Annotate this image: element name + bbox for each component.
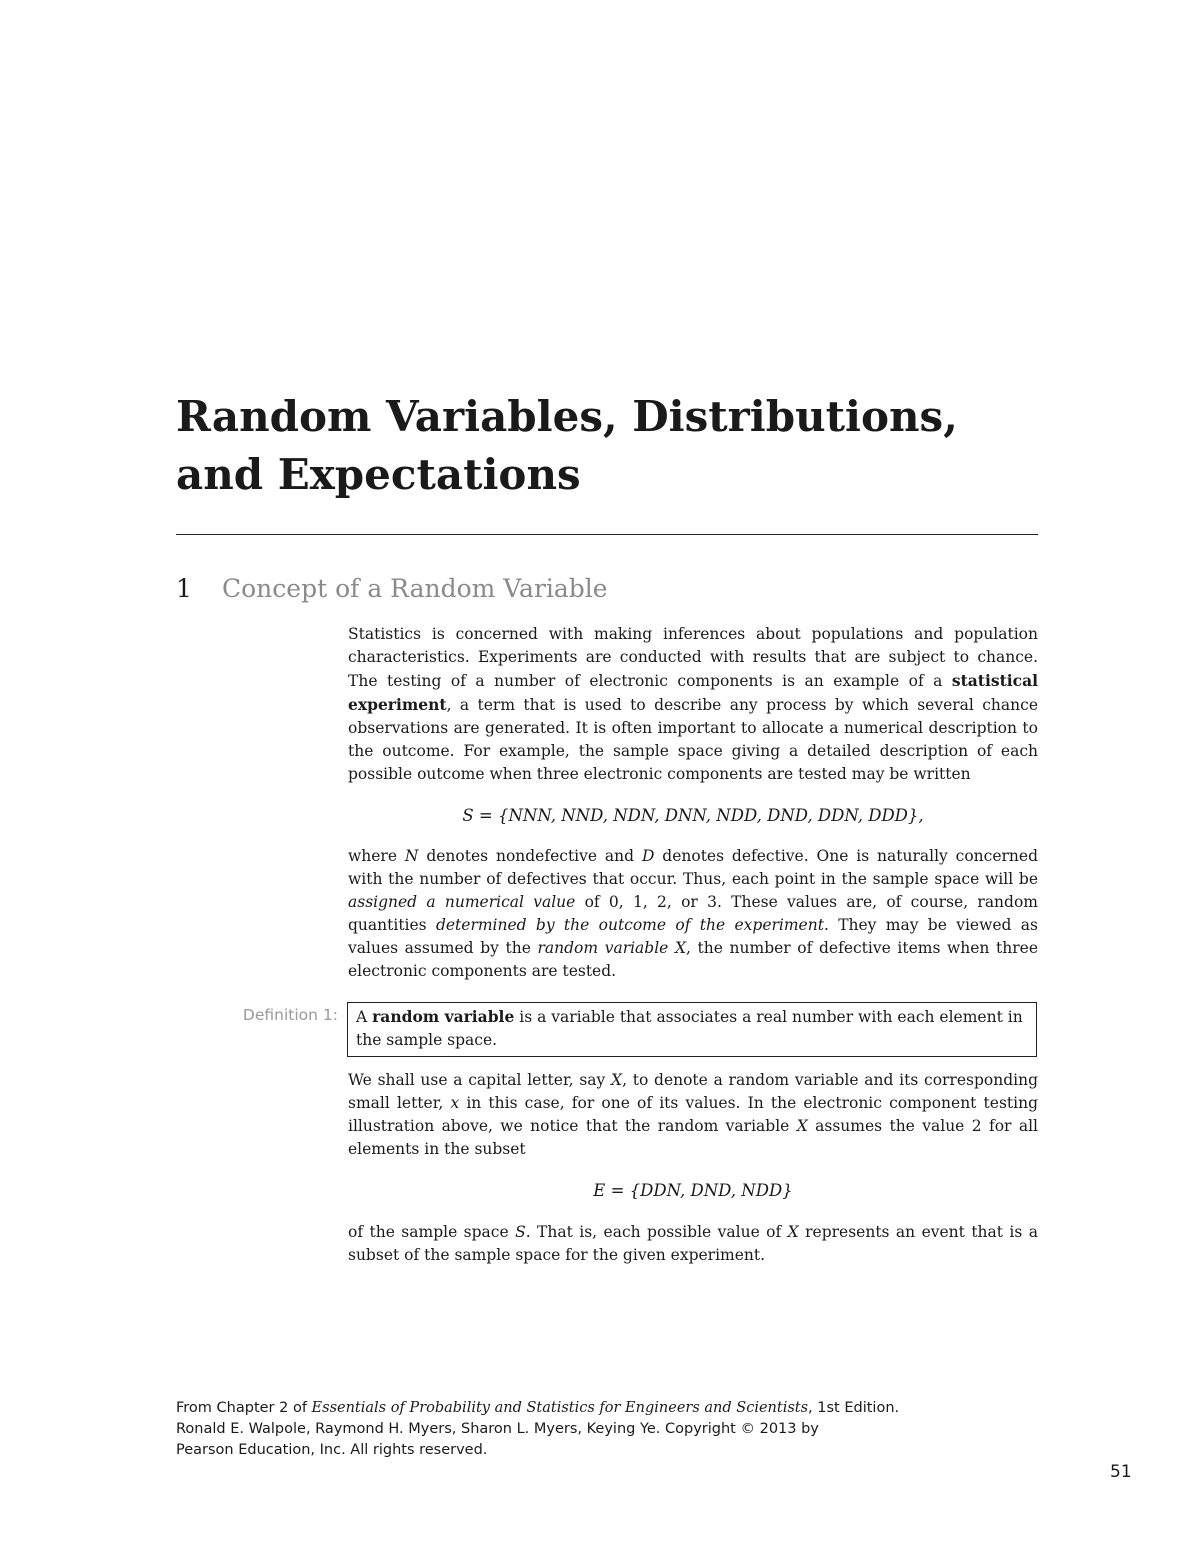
chapter-title [176, 388, 958, 504]
chapter-title-line2: and Expectations [176, 450, 581, 499]
term-statistical-experiment: statistical experiment [348, 671, 1038, 714]
chapter-title-line1: Random Variables, Distributions, [176, 392, 958, 441]
book-title: Essentials of Probability and Statistics for Engineers and Scientists [311, 1400, 809, 1416]
paragraph-intro: Statistics is concerned with making inferences about populations and population characteristics. Experiments are conducted with results that are subject to chance. The testing of a number of electronic components is an example of a statistical experiment, a term that is used to describe any process by which several chance observations are generated. It is often important to allocate a numerical description to the outcome. For example, the sample space giving a detailed description of each possible outcome when three electronic components are tested may be written [348, 625, 1038, 783]
definition-label: Definition 1: [242, 1006, 338, 1024]
paragraph-event: of the sample space S. That is, each possible value of X represents an event that is a subset of the sample space for the given experiment. [348, 1223, 1038, 1264]
section-heading [176, 572, 608, 606]
page-number: 51 [1110, 1462, 1132, 1482]
equation-event-subset: E = {DDN, DND, NDD} [593, 1181, 793, 1200]
footnote-line2: Ronald E. Walpole, Raymond H. Myers, Sharon L. Myers, Keying Ye. Copyright © 2013 by [176, 1421, 819, 1437]
title-rule [176, 534, 1038, 535]
section-number: 1 [176, 574, 192, 603]
definition-box: A random variable is a variable that associates a real number with each element in the sample space. [347, 1002, 1037, 1057]
paragraph-random-values: where N denotes nondefective and D denotes defective. One is naturally concerned with the number of defectives that occur. Thus, each point in the sample space will be assigned a numerical value of 0, 1, 2, or 3. These values are, of course, random quantities determined by the outcome of the experiment. They may be viewed as values assumed by the random variable X, the number of defective items when three electronic components are tested. [348, 847, 1039, 980]
footnote-line1: From Chapter 2 of Essentials of Probability and Statistics for Engineers and Scientists, 1st Edition. [176, 1400, 900, 1416]
footnote-line3: Pearson Education, Inc. All rights reserved. [176, 1442, 488, 1458]
paragraph-notation: We shall use a capital letter, say X, to denote a random variable and its corresponding small letter, x in this case, for one of its values. In the electronic component testing illustration above, we notice that the random variable X assumes the value 2 for all elements in the subset [348, 1071, 1038, 1158]
term-random-variable: random variable [372, 1007, 515, 1026]
section-title: Concept of a Random Variable [222, 574, 608, 603]
equation-sample-space: S = {NNN, NND, NDN, DNN, NDD, DND, DDN, DDD}, [462, 806, 924, 825]
source-footnote [176, 1398, 1036, 1461]
